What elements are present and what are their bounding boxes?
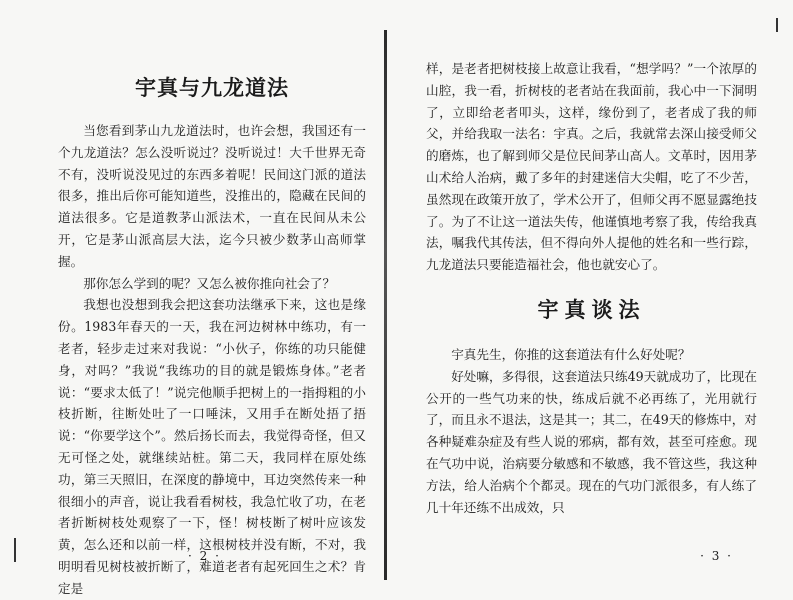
right-paragraph-1: 宇真先生，你推的这套道法有什么好处呢？: [451, 346, 691, 362]
left-page-title: 宇真与九龙道法: [135, 75, 289, 100]
right-page: [398, 0, 793, 597]
left-page: [0, 0, 396, 597]
left-page-number: · 2 ·: [188, 549, 221, 563]
left-paragraph-2: 那你怎么学到的呢？又怎么被你推向社会了？: [83, 275, 336, 291]
right-page-number: · 3 ·: [700, 549, 733, 563]
left-paragraph-3: 我想也没想到我会把这套功法继承下来，这也是缘份。1983年春天的一天，我在河边树林中练功，有一老者，轻步走过来对我说：“小伙子，你练的功只能健身，对吗？”我说“我练功的目的就是锻炼身体。”老者说：“要求太低了！”说完他顺手把树上的一指拇粗的小枝折断，往断处吐了一口唾沫，又用手在断处捂了捂说：“你要学这个”。然后扬长而去，我觉得奇怪，但又无可怪之处，就继续站桩。第二天，我同样在原处练功，第三天照旧，在深度的静境中，耳边突然传来一种很细小的声音，说让我看看树枝，我急忙收了功，在老者折断树枝处观察了一下，怪！树枝断了树叶应该发黄，怎么还和以前一样，这根树枝并没有断，不对，我明明看见树枝被折断了，难道老者有起死回生之术？肯定是: [58, 297, 366, 596]
left-paragraph-1: 当您看到茅山九龙道法时，也许会想，我国还有一个九龙道法？怎么没听说过？没听说过！大千世界无奇不有，没听说没见过的东西多着呢！民间这门派的道法很多，推出后你可能知道些，没推出的，隐藏在民间的道法很多。它是道教茅山派法术，一直在民间从未公开，它是茅山派高层大法，迄今只被少数茅山高师掌握。: [58, 123, 366, 269]
right-paragraph-2: 好处嘛，多得很，这套道法只练49天就成功了，比现在公开的一些气功来的快，练成后就不必再练了，光用就行了，而且永不退法，这是其一；其二，在49天的修炼中，对各种疑难杂症及有些人说的邪病，都有效，甚至可痊愈。现在气功中说，治病要分敏感和不敏感，我不管这些，我这种方法，给人治病个个都灵。现在的气功门派很多，有人练了几十年还练不出成效，只: [426, 368, 757, 515]
right-intro-paragraph: 样，是老者把树枝接上故意让我看，“想学吗？”一个浓厚的山腔，我一看，折树枝的老者站在我面前，我心中一下洞明了，立即给老者叩头，这样，缘份到了，老者成了我的师父，并给我取一法名：宇真。之后，我就常去深山接受师父的磨炼，也了解到师父是位民间茅山高人。文革时，因用茅山术给人治病，戴了多年的封建迷信大尖帽，吃了不少苦，虽然现在政策开放了，学术公开了，但师父再不愿显露绝技了。为了不让这一道法失传，他谨慎地考察了我，传给我真法，嘱我代其传法，但不得向外人提他的姓名和一些行踪，九龙道法只要能造福社会，他也就安心了。: [426, 61, 757, 273]
right-page-title: 宇真谈法: [537, 296, 646, 322]
